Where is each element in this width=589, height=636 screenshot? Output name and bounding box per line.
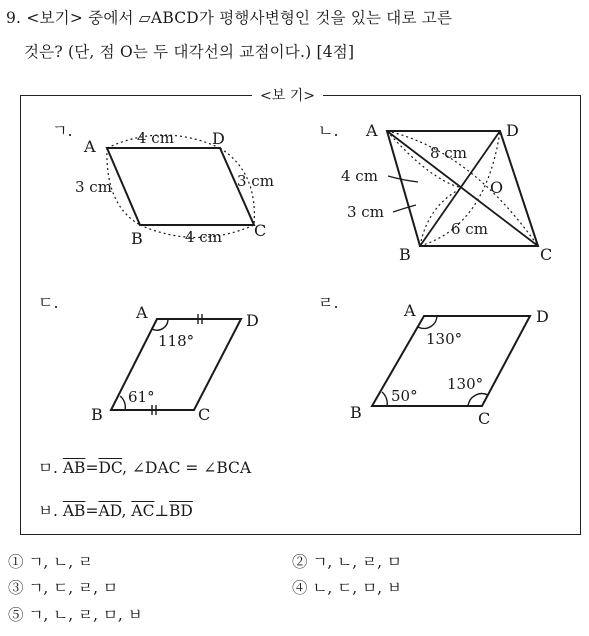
- r-angle-b: 50°: [391, 387, 418, 405]
- r-vertex-c: C: [478, 409, 491, 428]
- r-vertex-b: B: [350, 403, 362, 422]
- segment-ad: $\overline{AD}$: [98, 502, 122, 520]
- angle-condition: , ∠DAC = ∠BCA: [122, 459, 252, 477]
- g-bottom-length: 4 cm: [185, 228, 222, 246]
- parallelogram-g: [107, 148, 254, 225]
- n-vertex-c: C: [540, 245, 553, 264]
- equals-sign: =: [85, 502, 99, 520]
- d-vertex-b: B: [91, 405, 103, 424]
- d-angle-b: 61°: [128, 388, 155, 406]
- d-vertex-c: C: [198, 405, 211, 424]
- n-bo-length: 3 cm: [347, 203, 384, 221]
- r-angle-a: 130°: [426, 330, 463, 348]
- segment-ac: $\overline{AC}$: [131, 502, 155, 520]
- g-vertex-a: A: [84, 137, 96, 156]
- choice-5-number: ⑤: [8, 606, 24, 624]
- g-vertex-d: D: [212, 129, 225, 148]
- g-left-length: 3 cm: [75, 178, 112, 196]
- pointer-3cm: [393, 205, 416, 212]
- choice-5-text: ㄱ, ㄴ, ㄹ, ㅁ, ㅂ: [28, 606, 143, 624]
- n-ac-length: 8 cm: [430, 144, 467, 162]
- g-top-length: 4 cm: [137, 129, 174, 147]
- separator: ,: [121, 502, 132, 520]
- choice-4-text: ㄴ, ㄷ, ㅁ, ㅂ: [312, 579, 402, 597]
- r-vertex-d: D: [536, 307, 549, 326]
- choice-3-number: ③: [8, 579, 24, 597]
- choice-4-number: ④: [292, 579, 308, 597]
- segment-ab: $\overline{AB}$: [62, 502, 86, 520]
- figure-label-n: ㄴ.: [318, 121, 339, 140]
- question-line-2: 것은? (단, 점 O는 두 대각선의 교점이다.) [4점]: [24, 43, 355, 61]
- choice-1-number: ①: [8, 553, 24, 571]
- d-vertex-a: A: [136, 303, 148, 322]
- condition-m: [38, 456, 251, 478]
- choice-2[interactable]: [292, 550, 402, 572]
- choice-2-text: ㄱ, ㄴ, ㄹ, ㅁ: [312, 553, 402, 571]
- figure-g: [107, 135, 254, 238]
- example-box-title: <보 기>: [252, 85, 323, 105]
- n-vertex-a: A: [366, 121, 378, 140]
- n-ao-length: 4 cm: [341, 167, 378, 185]
- n-center-o: O: [490, 178, 504, 197]
- n-vertex-d: D: [506, 121, 519, 140]
- angle-arc-b-r: [382, 392, 387, 406]
- figure-label-g: ㄱ.: [52, 121, 73, 140]
- choice-5[interactable]: [8, 603, 143, 625]
- choice-2-number: ②: [292, 553, 308, 571]
- choice-4[interactable]: [292, 576, 402, 598]
- pointer-4cm: [388, 176, 418, 182]
- segment-dc: $\overline{DC}$: [98, 459, 123, 477]
- d-angle-a: 118°: [158, 332, 195, 350]
- condition-m-label: ㅁ.: [38, 459, 58, 477]
- condition-b-label: ㅂ.: [38, 502, 58, 520]
- figure-label-r: ㄹ.: [318, 293, 339, 312]
- choice-3-text: ㄱ, ㄷ, ㄹ, ㅁ: [28, 579, 118, 597]
- choice-1[interactable]: [8, 550, 93, 572]
- segment-ab: $\overline{AB}$: [62, 459, 86, 477]
- n-bd-length: 6 cm: [451, 220, 488, 238]
- equals-sign: =: [85, 459, 99, 477]
- g-right-length: 3 cm: [237, 172, 274, 190]
- choice-3[interactable]: [8, 576, 118, 598]
- n-vertex-b: B: [399, 245, 411, 264]
- segment-bd: $\overline{BD}$: [169, 502, 193, 520]
- choice-1-text: ㄱ, ㄴ, ㄹ: [28, 553, 94, 571]
- r-angle-c: 130°: [447, 375, 484, 393]
- r-vertex-a: A: [404, 301, 416, 320]
- g-vertex-c: C: [254, 221, 267, 240]
- d-vertex-d: D: [246, 311, 259, 330]
- figure-label-d: ㄷ.: [38, 293, 59, 312]
- condition-b: [38, 499, 193, 521]
- g-vertex-b: B: [131, 229, 143, 248]
- perpendicular-sign: ⊥: [154, 502, 170, 520]
- angle-arc-b: [120, 396, 125, 410]
- question-line-1: 9. <보기> 중에서 ▱ABCD가 평행사변형인 것을 있는 대로 고른: [6, 9, 453, 27]
